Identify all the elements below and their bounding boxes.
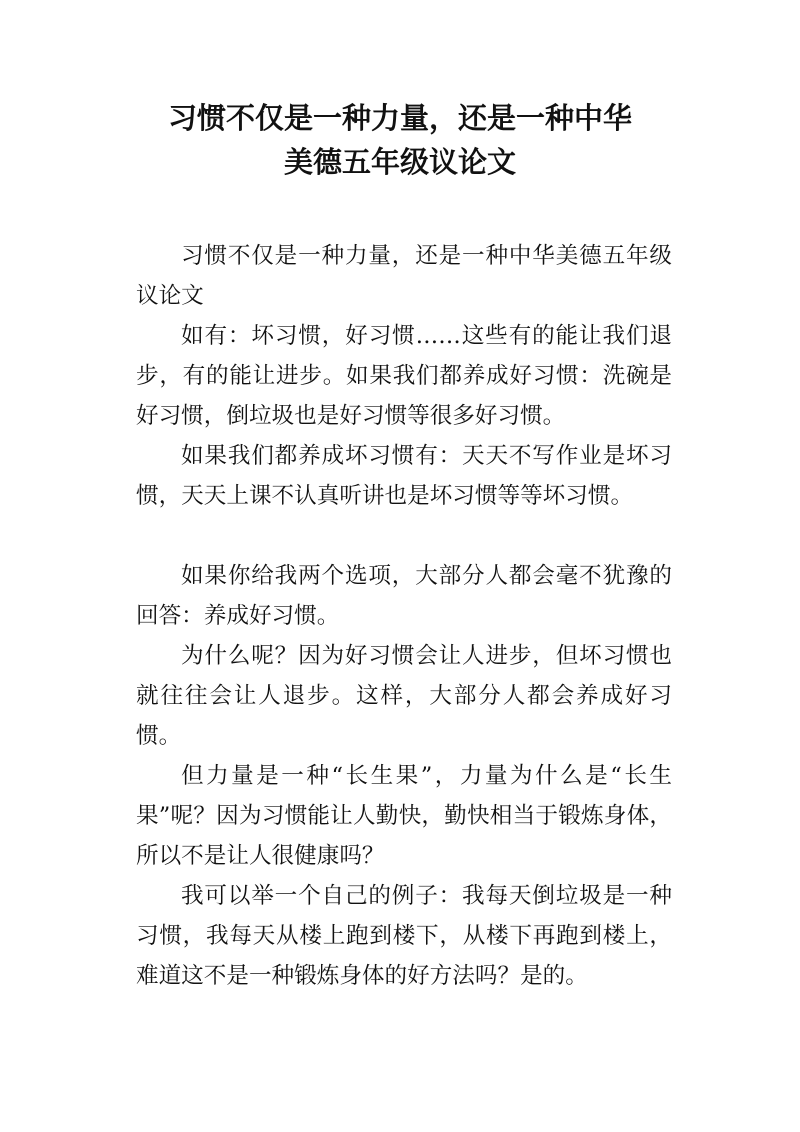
title-line-1: 习惯不仅是一种力量，还是一种中华 (167, 101, 632, 135)
paragraph-gap (136, 516, 672, 556)
document-body (136, 236, 672, 996)
paragraph-subtitle: 习惯不仅是一种力量，还是一种中华美德五年级议论文 (136, 243, 672, 309)
paragraph: 如果我们都养成坏习惯有：天天不写作业是坏习惯，天天上课不认真听讲也是坏习惯等等坏习惯。 (136, 443, 672, 509)
document-title (100, 96, 700, 184)
paragraph: 如果你给我两个选项，大部分人都会毫不犹豫的回答：养成好习惯。 (136, 563, 672, 629)
paragraph: 如有：坏习惯，好习惯……这些有的能让我们退步，有的能让进步。如果我们都养成好习惯：洗碗是好习惯，倒垃圾也是好习惯等很多好习惯。 (136, 323, 672, 429)
paragraph: 为什么呢？因为好习惯会让人进步，但坏习惯也就往往会让人退步。这样，大部分人都会养成好习惯。 (136, 643, 672, 749)
paragraph: 我可以举一个自己的例子：我每天倒垃圾是一种习惯，我每天从楼上跑到楼下，从楼下再跑到楼上，难道这不是一种锻炼身体的好方法吗？是的。 (136, 883, 672, 989)
paragraph: 但力量是一种“长生果”，力量为什么是“长生果”呢？因为习惯能让人勤快，勤快相当于锻炼身体，所以不是让人很健康吗？ (136, 763, 672, 869)
title-line-2: 美德五年级议论文 (283, 145, 516, 179)
